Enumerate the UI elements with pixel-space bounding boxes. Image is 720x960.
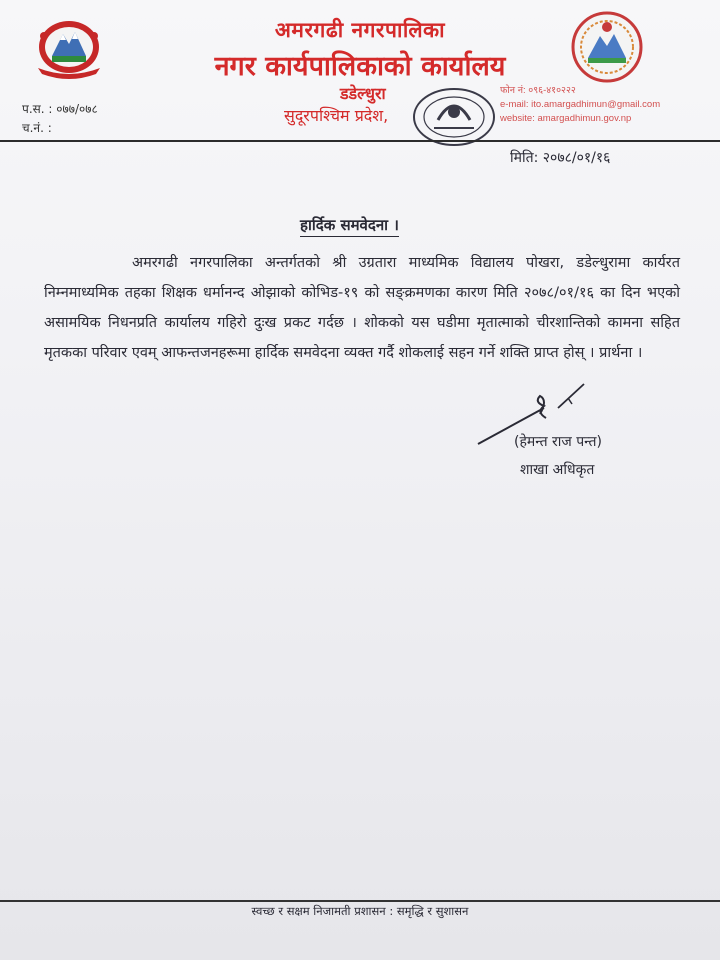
cn-number: च.नं. : bbox=[22, 121, 52, 135]
header-divider bbox=[0, 140, 720, 142]
email-address: e-mail: ito.amargadhimun@gmail.com bbox=[500, 99, 661, 110]
contact-block bbox=[500, 84, 660, 126]
municipality-name: अमरगढी नगरपालिका bbox=[274, 18, 446, 42]
signatory-title: शाखा अधिकृत bbox=[520, 462, 595, 478]
ps-number: प.स. : ०७७/०७८ bbox=[22, 102, 98, 116]
footer-motto: स्वच्छ र सक्षम निजामती प्रशासन : समृद्धि र सुशासन bbox=[251, 904, 469, 918]
signatory-name: (हेमन्त राज पन्त) bbox=[514, 434, 602, 450]
letter-subject: हार्दिक समवेदना । bbox=[300, 215, 399, 237]
letter-body: अमरगढी नगरपालिका अन्तर्गतको श्री उग्रतारा माध्यमिक विद्यालय पोखरा, डडेल्धुरामा कार्यरत निम्नमाध्यमिक तहका शिक्षक धर्मानन्द ओझाको कोभिड-१९ को सङ्क्रमणका कारण मिति २०७८/०१/१६ का दिन भएको असामयिक निधनप्रति कार्यालय गहिरो दुःख प्रकट गर्दछ । शोकको यस घडीमा मृतात्माको चीरशान्तिको कामना सहित मृतकका परिवार एवम् आफन्तजनहरूमा हार्दिक समवेदना व्यक्त गर्दै शोकलाई सहन गर्ने शक्ति प्राप्त होस् । प्रार्थना । bbox=[44, 255, 680, 361]
footer-divider bbox=[0, 900, 720, 902]
district-name: डडेल्धुरा bbox=[340, 84, 386, 103]
reference-block bbox=[22, 100, 98, 138]
phone-number: फोन नं: ०९६-४१०२२२ bbox=[500, 85, 576, 96]
website-address: website: amargadhimun.gov.np bbox=[500, 113, 632, 124]
office-name: नगर कार्यपालिकाको कार्यालय bbox=[214, 51, 506, 82]
letter-date: मिति: २०७८/०१/१६ bbox=[510, 150, 611, 166]
province-name: सुदूरपश्चिम प्रदेश, bbox=[284, 106, 389, 125]
